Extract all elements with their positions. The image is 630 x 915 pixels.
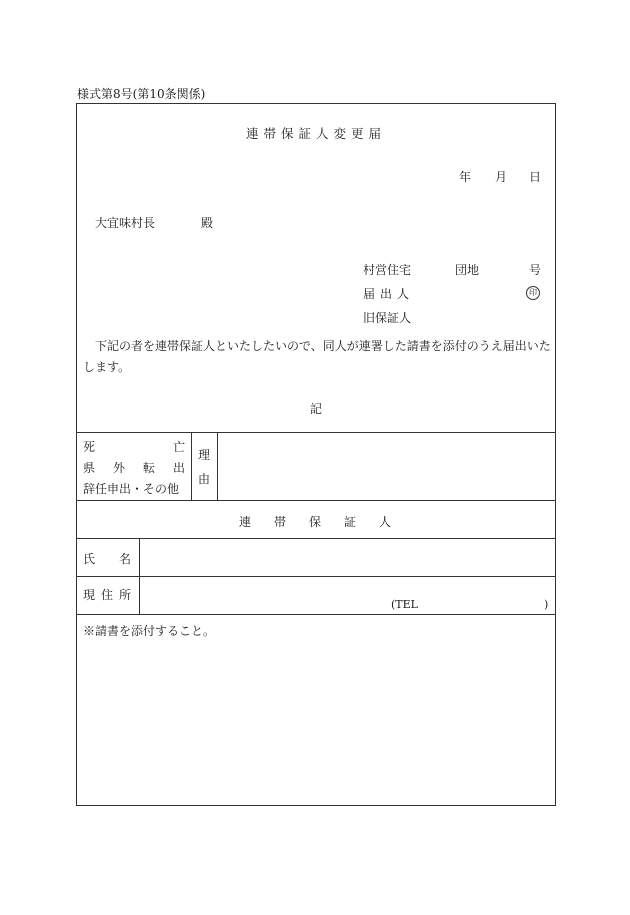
divider-guarantor-top bbox=[77, 500, 555, 501]
divider-reason-label-left bbox=[191, 432, 192, 500]
date-year: 年 bbox=[459, 170, 472, 184]
divider-note-top bbox=[77, 614, 555, 615]
housing-label: 村営住宅 bbox=[363, 263, 412, 277]
reason-label-1: 理 bbox=[198, 448, 211, 462]
guarantor-header-char: 帯 bbox=[273, 515, 286, 529]
former-guarantor-label: 旧保証人 bbox=[363, 311, 412, 325]
address-label-char: 現 bbox=[83, 588, 96, 602]
date-month: 月 bbox=[495, 170, 508, 184]
reason-death bbox=[83, 438, 185, 455]
guarantor-header-char: 証 bbox=[343, 515, 356, 529]
divider-reasons-top bbox=[77, 432, 555, 433]
submitter-label bbox=[363, 285, 409, 302]
guarantor-header-char: 連 bbox=[239, 515, 252, 529]
name-label-char: 氏 bbox=[83, 552, 96, 566]
seal-icon: 印 bbox=[526, 286, 540, 300]
danchi-label: 団地 bbox=[455, 263, 480, 277]
guarantor-header bbox=[239, 513, 391, 530]
guarantor-header-char: 人 bbox=[378, 515, 391, 529]
tel-label: (TEL bbox=[391, 598, 418, 611]
reason-char: 亡 bbox=[172, 440, 185, 454]
divider-name-top bbox=[77, 538, 555, 539]
guarantor-header-char: 保 bbox=[308, 515, 321, 529]
name-label bbox=[83, 550, 131, 567]
address-label-char: 住 bbox=[100, 588, 113, 602]
reason-char: 出 bbox=[172, 461, 185, 475]
divider-address-top bbox=[77, 576, 555, 577]
addressee-honorific: 殿 bbox=[201, 216, 214, 230]
address-label-char: 所 bbox=[118, 588, 131, 602]
name-label-char: 名 bbox=[118, 552, 131, 566]
reason-char: 県 bbox=[83, 461, 96, 475]
reason-char: 転 bbox=[142, 461, 155, 475]
address-label bbox=[83, 586, 131, 603]
number-label: 号 bbox=[529, 263, 542, 277]
submitter-label-char: 人 bbox=[396, 287, 409, 301]
reason-resign: 辞任申出・その他 bbox=[83, 482, 180, 496]
form-frame bbox=[76, 103, 556, 806]
note-text: ※請書を添付すること。 bbox=[83, 624, 216, 638]
submitter-label-char: 届 bbox=[363, 287, 376, 301]
tel-close: ) bbox=[544, 598, 549, 611]
ki-label: 記 bbox=[309, 402, 322, 416]
date-day: 日 bbox=[529, 170, 542, 184]
reason-label-2: 由 bbox=[198, 472, 211, 486]
body-text: 下記の者を連帯保証人といたしたいので、同人が連署した請書を添付のうえ届出いたします。 bbox=[83, 339, 551, 374]
addressee-name: 大宜味村長 bbox=[95, 216, 156, 230]
reason-char: 死 bbox=[83, 440, 96, 454]
reason-moved-out bbox=[83, 459, 185, 476]
submitter-label-char: 出 bbox=[379, 287, 392, 301]
form-number: 様式第8号(第10条関係) bbox=[77, 87, 206, 101]
seal-mark bbox=[526, 284, 540, 300]
reason-char: 外 bbox=[112, 461, 125, 475]
divider-reason-value-left bbox=[217, 432, 218, 500]
form-title: 連帯保証人変更届 bbox=[245, 126, 386, 141]
